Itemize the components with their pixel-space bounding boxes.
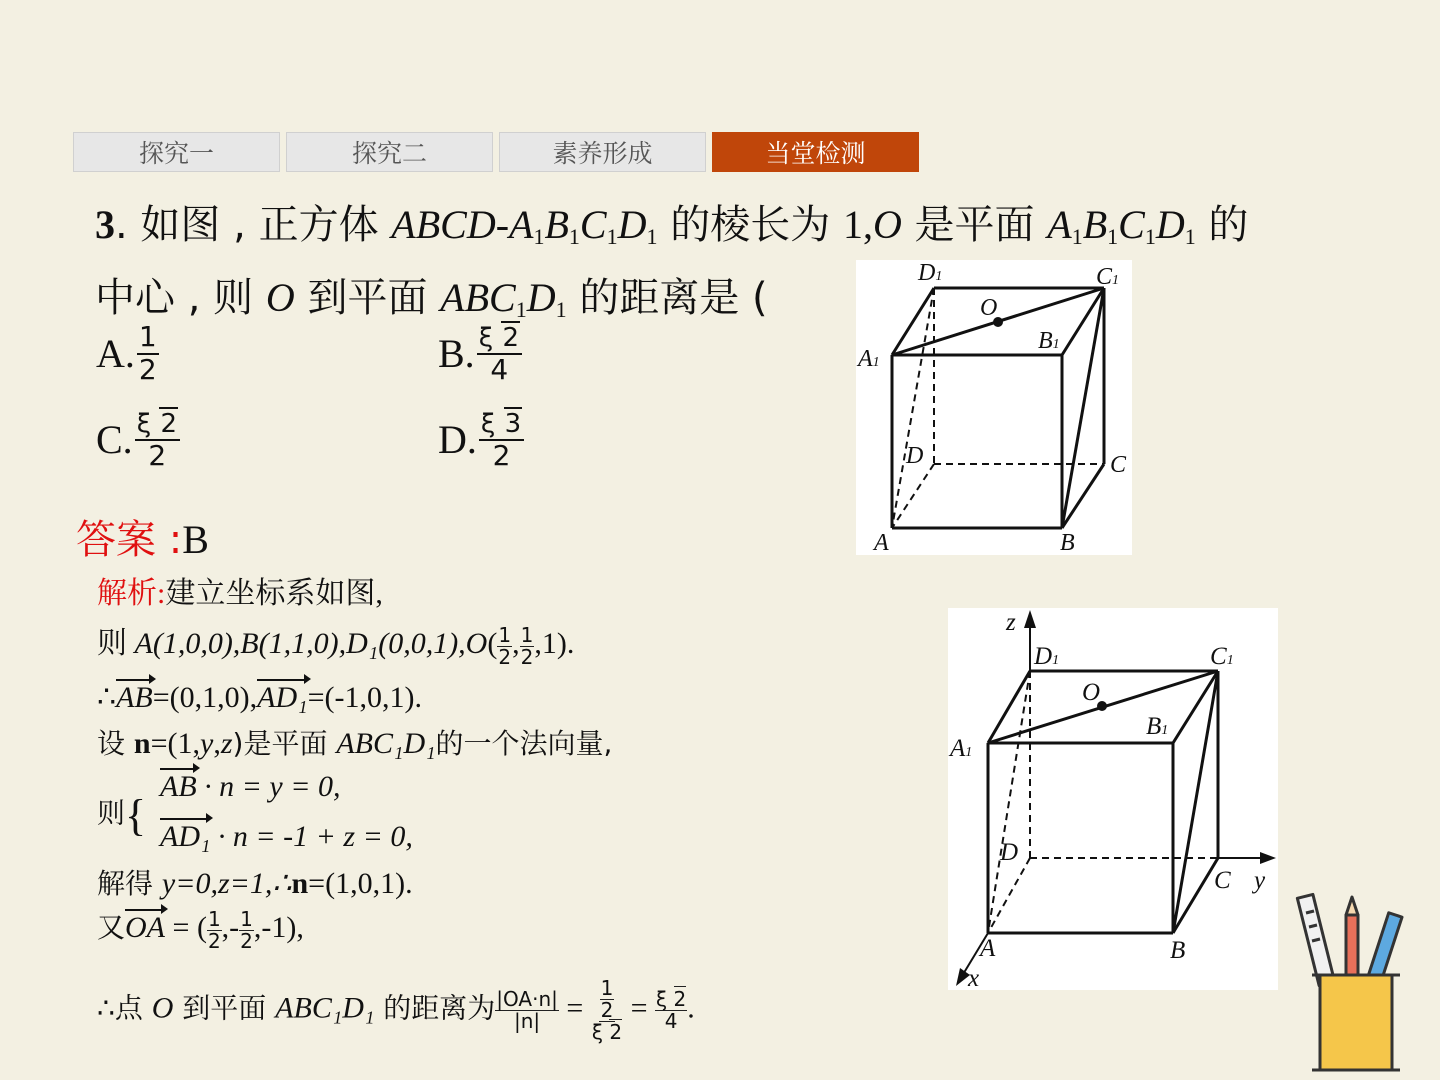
label-z: z (1006, 609, 1016, 636)
label-c1: C1 (1096, 264, 1120, 290)
solution-line-6: 解得 y=0,z=1,∴n=(1,0,1). (97, 867, 413, 900)
tab-explore-1[interactable]: 探究一 (73, 132, 280, 172)
answer-label: 答案 : (76, 517, 183, 563)
section-tabs (73, 132, 919, 172)
label-a: A (874, 530, 889, 555)
label-a: A (980, 935, 996, 962)
solution-line-8: ∴点 O 到平面 ABC₁D₁ 的距离为 $\frac{|OA\cdot n|}{|n|}$ = $\frac{\frac{1}{2}}{\xi 2}$ = $\frac{\xi 2}{4}$ . (97, 976, 695, 1044)
label-d1: D1 (1034, 643, 1060, 670)
solution-line-1: 解析:建立坐标系如图, (97, 577, 383, 610)
answer (76, 508, 209, 565)
solution-eq-1: AB · n = y = 0, (160, 770, 341, 803)
option-a[interactable]: A. $\frac{1}{2}$ (96, 320, 157, 386)
solution-line-3: ∴AB=(0,1,0),AD₁=(-1,0,1). (97, 681, 422, 714)
label-b: B (1060, 530, 1075, 555)
label-o: O (1082, 679, 1101, 706)
coordinate-cube-figure (948, 608, 1278, 990)
label-y: y (1254, 867, 1266, 894)
label-o: O (980, 295, 998, 321)
solution-line-4: 设 n=(1,y,z)是平面 ABC₁D₁的一个法向量, (97, 727, 613, 760)
option-b[interactable]: B. $\frac{\xi 2}{4}$ (438, 322, 522, 386)
tab-explore-2[interactable]: 探究二 (286, 132, 493, 172)
label-c1: C1 (1210, 643, 1234, 670)
label-b: B (1170, 937, 1186, 964)
label-a1: A1 (858, 346, 880, 372)
cube-figure (856, 260, 1132, 555)
solution-line-7: 又OA = ( $\frac{1}{2}$ ,- $\frac{1}{2}$ ,-1), (97, 906, 304, 953)
label-b1: B1 (1146, 713, 1169, 740)
tab-literacy[interactable]: 素养形成 (499, 132, 706, 172)
question-line-1: 3. 如图 , 正方体 ABCD-$A_1B_1C_1D_1$ 的棱长为 1,O 是平面 $A_1B_1C_1D_1$ 的 (95, 202, 1249, 249)
solution-line-2: 则 A(1,0,0),B(1,1,0),D₁(0,0,1),O( $\frac{1}{2}$ , $\frac{1}{2}$ ,1). (97, 622, 575, 669)
option-c[interactable]: C. $\frac{\xi 2}{2}$ (96, 408, 180, 472)
label-b1: B1 (1038, 328, 1060, 354)
tab-in-class-test[interactable]: 当堂检测 (712, 132, 919, 172)
solution-line-5: 则{ (97, 791, 147, 840)
question-line-2: 中心 , 则 O 到平面 $ABC_1D_1$ 的距离是 ( (95, 275, 768, 322)
solution-eq-2: AD₁ · n = -1 + z = 0, (160, 820, 413, 853)
answer-value: B (182, 517, 209, 562)
pencil-cup-icon (1290, 875, 1420, 1075)
label-c: C (1214, 867, 1231, 894)
label-d: D (1000, 839, 1019, 866)
option-d[interactable]: D. $\frac{\xi 3}{2}$ (438, 408, 524, 472)
label-x: x (968, 965, 980, 990)
label-d1: D1 (918, 260, 943, 286)
label-d: D (906, 443, 924, 469)
label-a1: A1 (950, 735, 973, 762)
label-c: C (1110, 452, 1127, 478)
